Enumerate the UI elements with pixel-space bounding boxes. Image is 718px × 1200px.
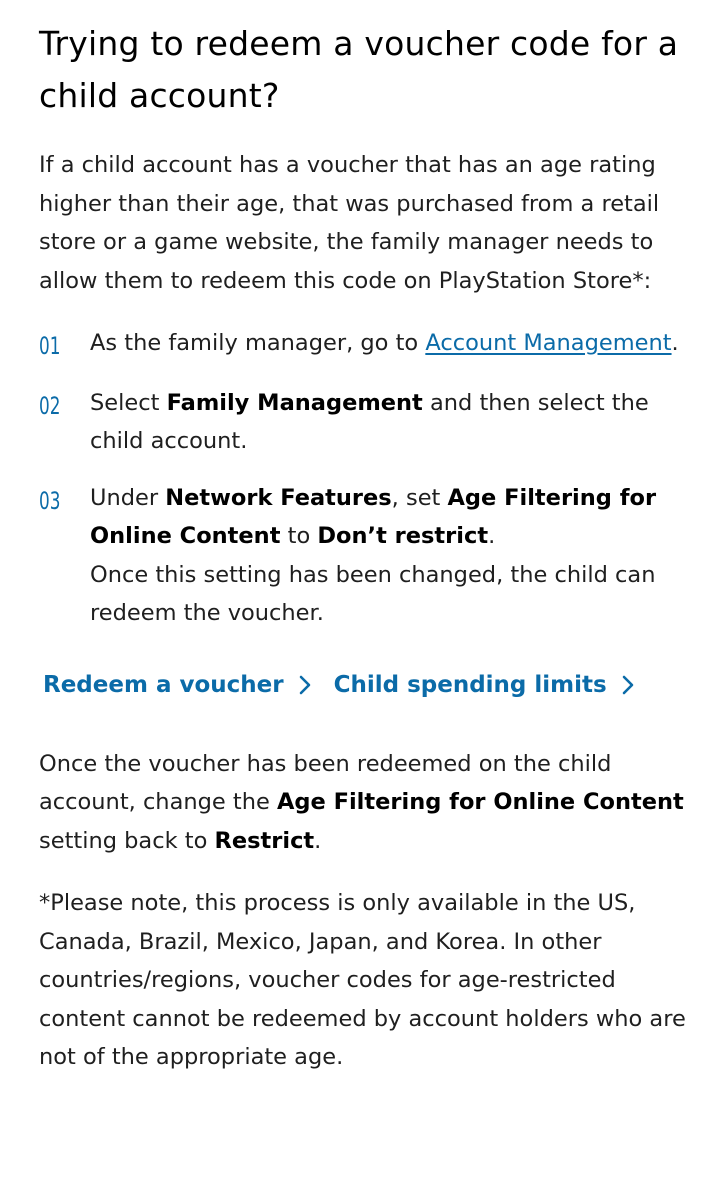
step-item [39,384,688,461]
step-bold-text: Age Filtering for Online Content [90,484,657,549]
step-text [90,479,688,633]
account-management-link[interactable]: Account Management [425,330,672,356]
chevron-right-icon [298,674,312,696]
step-bold-text: Family Management [166,389,423,416]
step-text-part: . [488,523,496,549]
redeem-voucher-link[interactable] [43,672,312,698]
step-number: 02 [39,391,61,420]
step-text-part: to [280,523,318,549]
redeem-voucher-label: Redeem a voucher [43,671,284,698]
step-number: 03 [39,486,61,515]
related-links [43,665,688,705]
after-bold-text: Restrict [214,827,315,854]
after-text-part: Once the voucher has been redeemed on the child account, change the [39,750,612,815]
step-text-part: Once this setting has been changed, the child can redeem the voucher. [90,561,656,626]
chevron-right-icon [621,674,635,696]
page-title: Trying to redeem a voucher code for a child account? [39,24,679,115]
after-text-part: setting back to [39,827,215,854]
step-text-part: and then select the child account. [90,389,649,454]
child-spending-limits-label: Child spending limits [333,671,607,698]
step-bold-text: Don’t restrict [317,523,489,549]
step-text-part: As the family manager, go to [90,330,426,356]
step-text-part: Under [90,484,166,511]
step-bold-text: Network Features [165,484,392,511]
child-spending-limits-link[interactable] [334,672,635,698]
after-bold-text: Age Filtering for Online Content [276,789,684,815]
step-number: 01 [39,332,61,360]
step-text [90,324,688,363]
intro-paragraph: If a child account has a voucher that has an age rating higher than their age, that was purchased from a retail store or a game website, the family manager needs to allow them to redeem this code on PlayStation Store*: [39,152,660,294]
after-text-part: . [314,827,322,854]
step-text-part: , set [391,484,448,511]
step-text [90,384,688,461]
step-text-part: . [671,330,679,356]
step-item [39,324,688,366]
after-redeem-paragraph [39,745,688,861]
availability-note: *Please note, this process is only available in the US, Canada, Brazil, Mexico, Japan, and Korea. In other countries/regions, voucher codes for age-restricted content cannot be redeemed by account holders who are not of the appropriate age. [39,890,686,1070]
steps-list [39,324,688,633]
step-text-part: Select [90,389,167,416]
step-item [39,479,688,633]
